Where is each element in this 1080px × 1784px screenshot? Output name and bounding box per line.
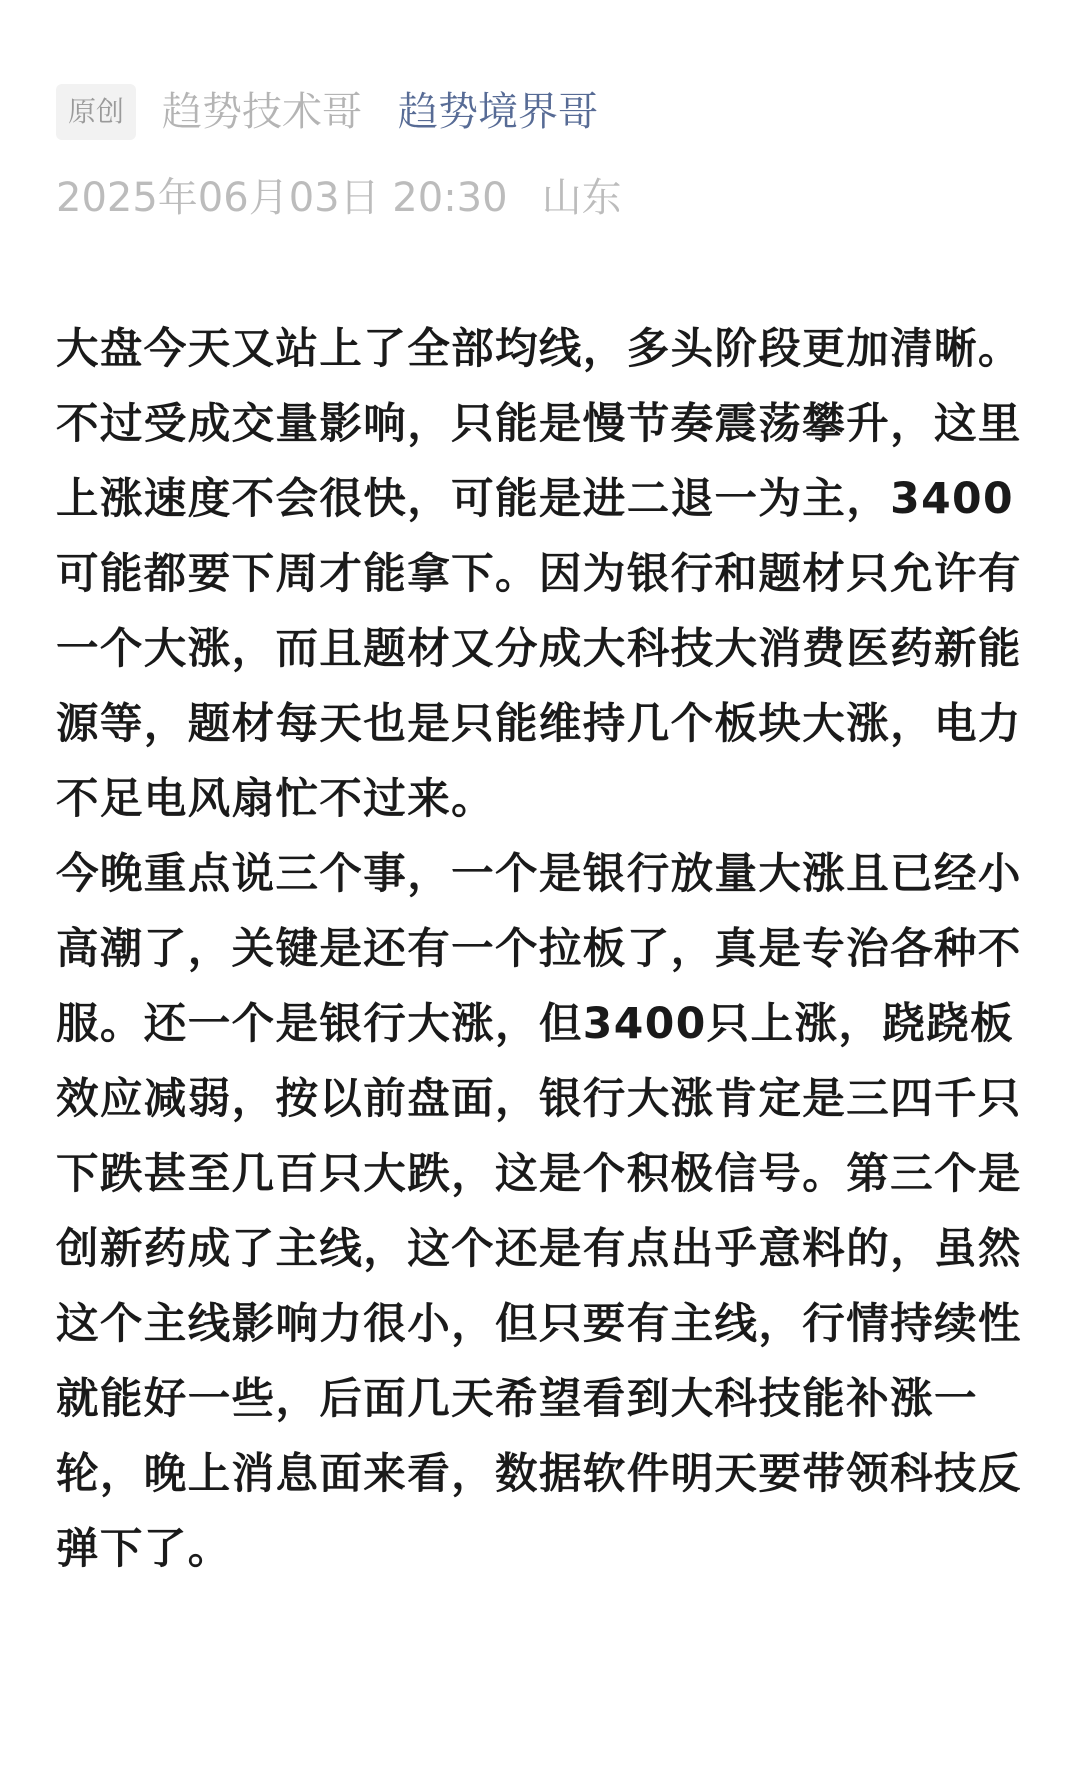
author-name: 趋势技术哥 xyxy=(162,89,363,135)
publish-info xyxy=(56,166,622,222)
original-badge: 原创 xyxy=(56,84,136,140)
article-meta xyxy=(56,84,598,140)
article-paragraph: 大盘今天又站上了全部均线，多头阶段更加清晰。不过受成交量影响，只能是慢节奏震荡攀升，这里上涨速度不会很快，可能是进二退一为主，3400可能都要下周才能拿下。因为银行和题材只允许有一个大涨，而且题材又分成大科技大消费医药新能源等，题材每天也是只能维持几个板块大涨，电力不足电风扇忙不过来。 xyxy=(56,325,1022,824)
publish-datetime: 2025年06月03日 20:30 xyxy=(56,174,508,221)
article-paragraph: 今晚重点说三个事，一个是银行放量大涨且已经小高潮了，关键是还有一个拉板了，真是专治各种不服。还一个是银行大涨，但3400只上涨，跷跷板效应减弱，按以前盘面，银行大涨肯定是三四千只下跌甚至几百只大跌，这是个积极信号。第三个是创新药成了主线，这个还是有点出乎意料的，虽然这个主线影响力很小，但只要有主线，行情持续性就能好一些，后面几天希望看到大科技能补涨一轮，晚上消息面来看，数据软件明天要带领科技反弹下了。 xyxy=(56,850,1022,1574)
publish-location: 山东 xyxy=(541,174,622,221)
article-body xyxy=(56,312,1032,1587)
account-link[interactable]: 趋势境界哥 xyxy=(398,89,599,135)
